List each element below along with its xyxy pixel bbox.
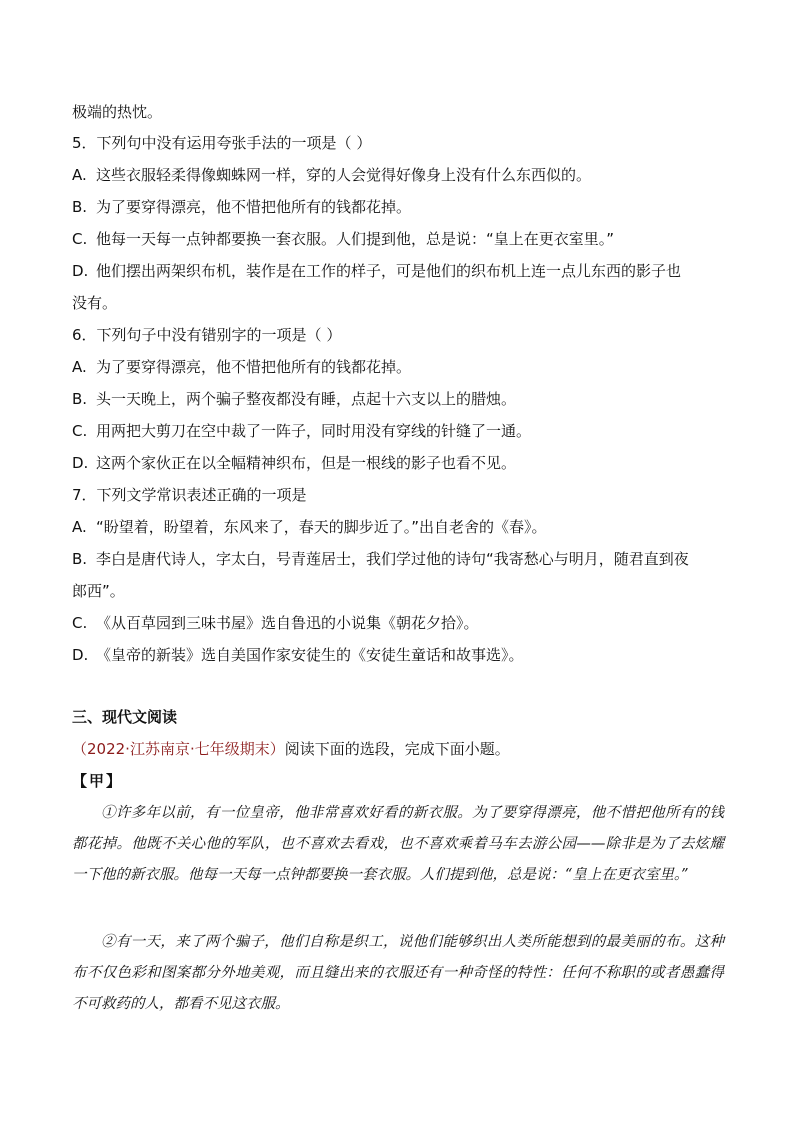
option-text: 为了要穿得漂亮，他不惜把他所有的钱都花掉。 <box>96 198 412 216</box>
option-label: C. <box>72 230 88 248</box>
passage-label: 【甲】 <box>72 772 124 790</box>
option-label: B. <box>72 550 88 568</box>
option-5b <box>72 197 732 217</box>
option-label: C. <box>72 614 88 632</box>
option-6a <box>72 357 732 377</box>
option-6b <box>72 389 732 409</box>
option-label: A. <box>72 518 87 536</box>
option-7c <box>72 613 732 633</box>
option-text: “盼望着，盼望着，东风来了，春天的脚步近了。”出自老舍的《春》。 <box>96 518 547 536</box>
option-text: 用两把大剪刀在空中裁了一阵子，同时用没有穿线的针缝了一通。 <box>96 422 532 440</box>
option-7b-continued: 郎西”。 <box>72 582 125 600</box>
option-label: C. <box>72 422 88 440</box>
option-text: 为了要穿得漂亮，他不惜把他所有的钱都花掉。 <box>96 358 412 376</box>
question-6: 6．下列句子中没有错别字的一项是（ ） <box>72 326 342 344</box>
option-text: 他们摆出两架织布机，装作是在工作的样子，可是他们的织布机上连一点儿东西的影子也 <box>96 262 682 280</box>
section-heading: 三、现代文阅读 <box>72 708 178 726</box>
option-5a <box>72 165 732 185</box>
source-citation: （2022·江苏南京·七年级期末） <box>72 740 285 758</box>
question-7: 7．下列文学常识表述正确的一项是 <box>72 486 307 504</box>
instruction-text: 阅读下面的选段，完成下面小题。 <box>284 740 510 758</box>
text-line: 极端的热忱。 <box>72 103 163 121</box>
option-label: A. <box>72 166 87 184</box>
option-text: 《皇帝的新装》选自美国作家安徒生的《安徒生童话和故事选》。 <box>96 646 524 664</box>
passage-paragraph-2: ②有一天，来了两个骗子，他们自称是织工，说他们能够织出人类所能想到的最美丽的布。这种布不仅色彩和图案都分外地美观，而且缝出来的衣服还有一种奇怪的特性：任何不称职的或者愚蠢得不可救药的人，都看不见这衣服。 <box>72 934 724 1012</box>
option-text: 他每一天每一点钟都要换一套衣服。人们提到他，总是说：“皇上在更衣室里。” <box>96 230 615 248</box>
question-5: 5．下列句中没有运用夸张手法的一项是（ ） <box>72 134 372 152</box>
option-7b <box>72 549 732 569</box>
option-6c <box>72 421 732 441</box>
option-5d-continued: 没有。 <box>72 294 118 312</box>
option-5d <box>72 261 732 281</box>
option-6d <box>72 453 732 473</box>
option-7d <box>72 645 732 665</box>
source-instruction-line <box>72 739 732 759</box>
option-label: A. <box>72 358 87 376</box>
option-label: B. <box>72 390 88 408</box>
option-text: 《从百草园到三味书屋》选自鲁迅的小说集《朝花夕拾》。 <box>96 614 479 632</box>
option-label: D. <box>72 262 89 280</box>
option-text: 李白是唐代诗人，字太白，号青莲居士，我们学过他的诗句“我寄愁心与明月，随君直到夜 <box>96 550 689 568</box>
option-label: D. <box>72 646 89 664</box>
option-text: 这两个家伙正在以全幅精神织布，但是一根线的影子也看不见。 <box>96 454 517 472</box>
option-5c <box>72 229 732 249</box>
passage-paragraph-1: ①许多年以前，有一位皇帝，他非常喜欢好看的新衣服。为了要穿得漂亮，他不惜把他所有的钱都花掉。他既不关心他的军队，也不喜欢去看戏，也不喜欢乘着马车去游公园——除非是为了去炫耀一下他的新衣服。他每一天每一点钟都要换一套衣服。人们提到他，总是说：“皇上在更衣室里。” <box>72 805 724 883</box>
option-text: 头一天晚上，两个骗子整夜都没有睡，点起十六支以上的腊烛。 <box>96 390 517 408</box>
option-text: 这些衣服轻柔得像蜘蛛网一样，穿的人会觉得好像身上没有什么东西似的。 <box>96 166 592 184</box>
option-label: D. <box>72 454 89 472</box>
option-7a <box>72 517 732 537</box>
option-label: B. <box>72 198 88 216</box>
